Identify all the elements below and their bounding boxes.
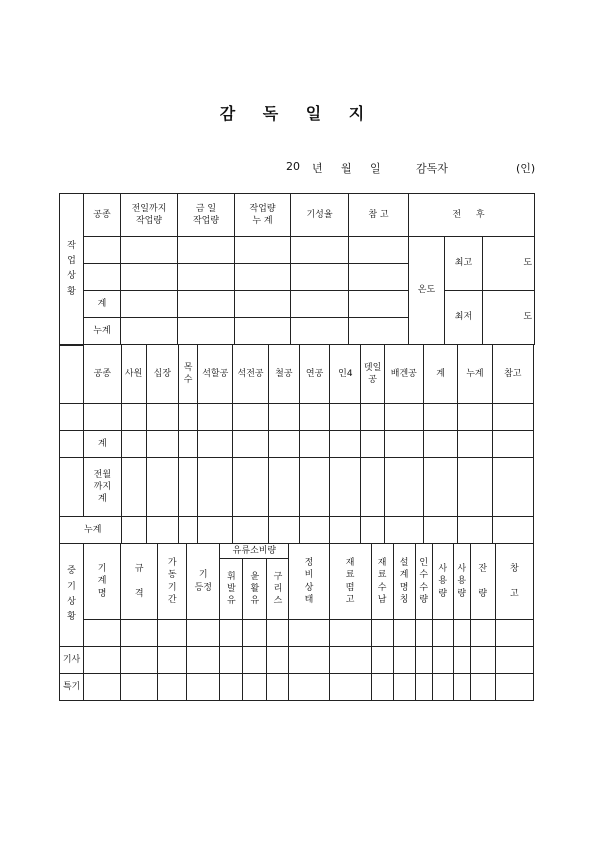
day-label: 일 [370,162,381,175]
equipment-header: 기 등정 [187,544,220,620]
work-cell[interactable] [178,237,235,264]
labor-header: 배겐공 [384,345,423,404]
equipment-header: 창 고 [495,544,533,620]
work-header-weather: 전 후 [409,194,535,237]
labor-header: 참고 [492,345,533,404]
work-row-cumulative: 누계 [84,318,121,345]
work-header-type: 공종 [84,194,121,237]
equipment-header: 가 동 기 간 [158,544,187,620]
year-prefix: 20 [286,160,300,173]
page-title: 감 독 일 지 [219,104,376,123]
work-cell[interactable] [84,264,121,291]
equipment-header: 재 료 수 남 [371,544,393,620]
equipment-header: 설 계 명 칭 [393,544,415,620]
labor-row-total: 계 [84,431,121,458]
seal-label: (인) [516,162,536,175]
labor-header: 뎃일 공 [361,345,384,404]
equipment-table [59,543,534,701]
work-section-label [60,194,84,346]
work-header-cumulative: 작업량 누 계 [235,194,291,237]
equipment-header: 사 용 량 [432,544,453,620]
work-cell[interactable] [121,291,178,318]
work-cell[interactable] [121,318,178,345]
labor-header: 철공 [268,345,299,404]
equipment-header: 정 비 상 태 [289,544,329,620]
temperature-label: 온도 [409,237,445,345]
equipment-row-notes: 기사 [60,647,84,674]
equipment-header: 재 료 떰 고 [329,544,371,620]
work-header-notes: 참 고 [349,194,409,237]
labor-header: 인4 [330,345,361,404]
equipment-header: 사 용 량 [453,544,470,620]
work-cell[interactable] [84,237,121,264]
equipment-section-label [60,544,84,647]
equipment-row-special: 특기 [60,674,84,701]
labor-header: 목 수 [178,345,197,404]
temp-max-unit: 도 [483,237,535,291]
equipment-header: 잔 량 [470,544,495,620]
temp-min-label: 최저 [445,291,483,345]
work-cell[interactable] [235,237,291,264]
labor-row-prev: 전월 까지 계 [84,458,121,517]
work-cell[interactable] [178,264,235,291]
work-cell[interactable] [235,318,291,345]
work-section-text: 작 업 상 황 [67,240,76,297]
work-cell[interactable] [291,237,349,264]
year-label: 년 [312,162,323,175]
work-cell[interactable] [291,264,349,291]
labor-header: 십장 [146,345,178,404]
equipment-header: 기 계 명 [84,544,121,620]
labor-row-cumulative: 누계 [60,517,122,544]
work-header-prev: 전일까지 작업량 [121,194,178,237]
labor-header: 공종 [84,345,121,404]
labor-header: 누계 [458,345,492,404]
equipment-header: 윤 활 유 [243,559,267,620]
work-cell[interactable] [349,264,409,291]
labor-table [59,344,534,544]
work-cell[interactable] [349,237,409,264]
supervisor-label: 감독자 [416,162,448,175]
work-row-total: 계 [84,291,121,318]
work-cell[interactable] [178,318,235,345]
work-cell[interactable] [178,291,235,318]
work-cell[interactable] [349,291,409,318]
labor-header: 석할공 [198,345,233,404]
temp-min-unit: 도 [483,291,535,345]
equipment-header: 구 리 스 [267,559,289,620]
labor-header: 연공 [299,345,329,404]
work-cell[interactable] [349,318,409,345]
equipment-header: 인 수 수 량 [415,544,432,620]
work-header-today: 금 일 작업량 [178,194,235,237]
labor-header: 석전공 [233,345,268,404]
work-header-progress: 기성율 [291,194,349,237]
work-cell[interactable] [235,264,291,291]
equipment-header: 휘 발 유 [220,559,243,620]
work-cell[interactable] [235,291,291,318]
equipment-section-text: 중 기 상 황 [67,566,76,623]
labor-section-blank [60,345,84,404]
work-cell[interactable] [121,237,178,264]
labor-header: 사원 [121,345,146,404]
temp-max-label: 최고 [445,237,483,291]
work-cell[interactable] [121,264,178,291]
work-status-table [59,193,535,346]
work-cell[interactable] [291,318,349,345]
labor-cell[interactable] [84,404,121,431]
labor-header: 계 [424,345,458,404]
month-label: 월 [341,162,352,175]
equipment-header-fuel: 유류소비량 [220,544,289,559]
work-cell[interactable] [291,291,349,318]
equipment-header: 규 격 [121,544,158,620]
equipment-cell[interactable] [84,620,121,647]
